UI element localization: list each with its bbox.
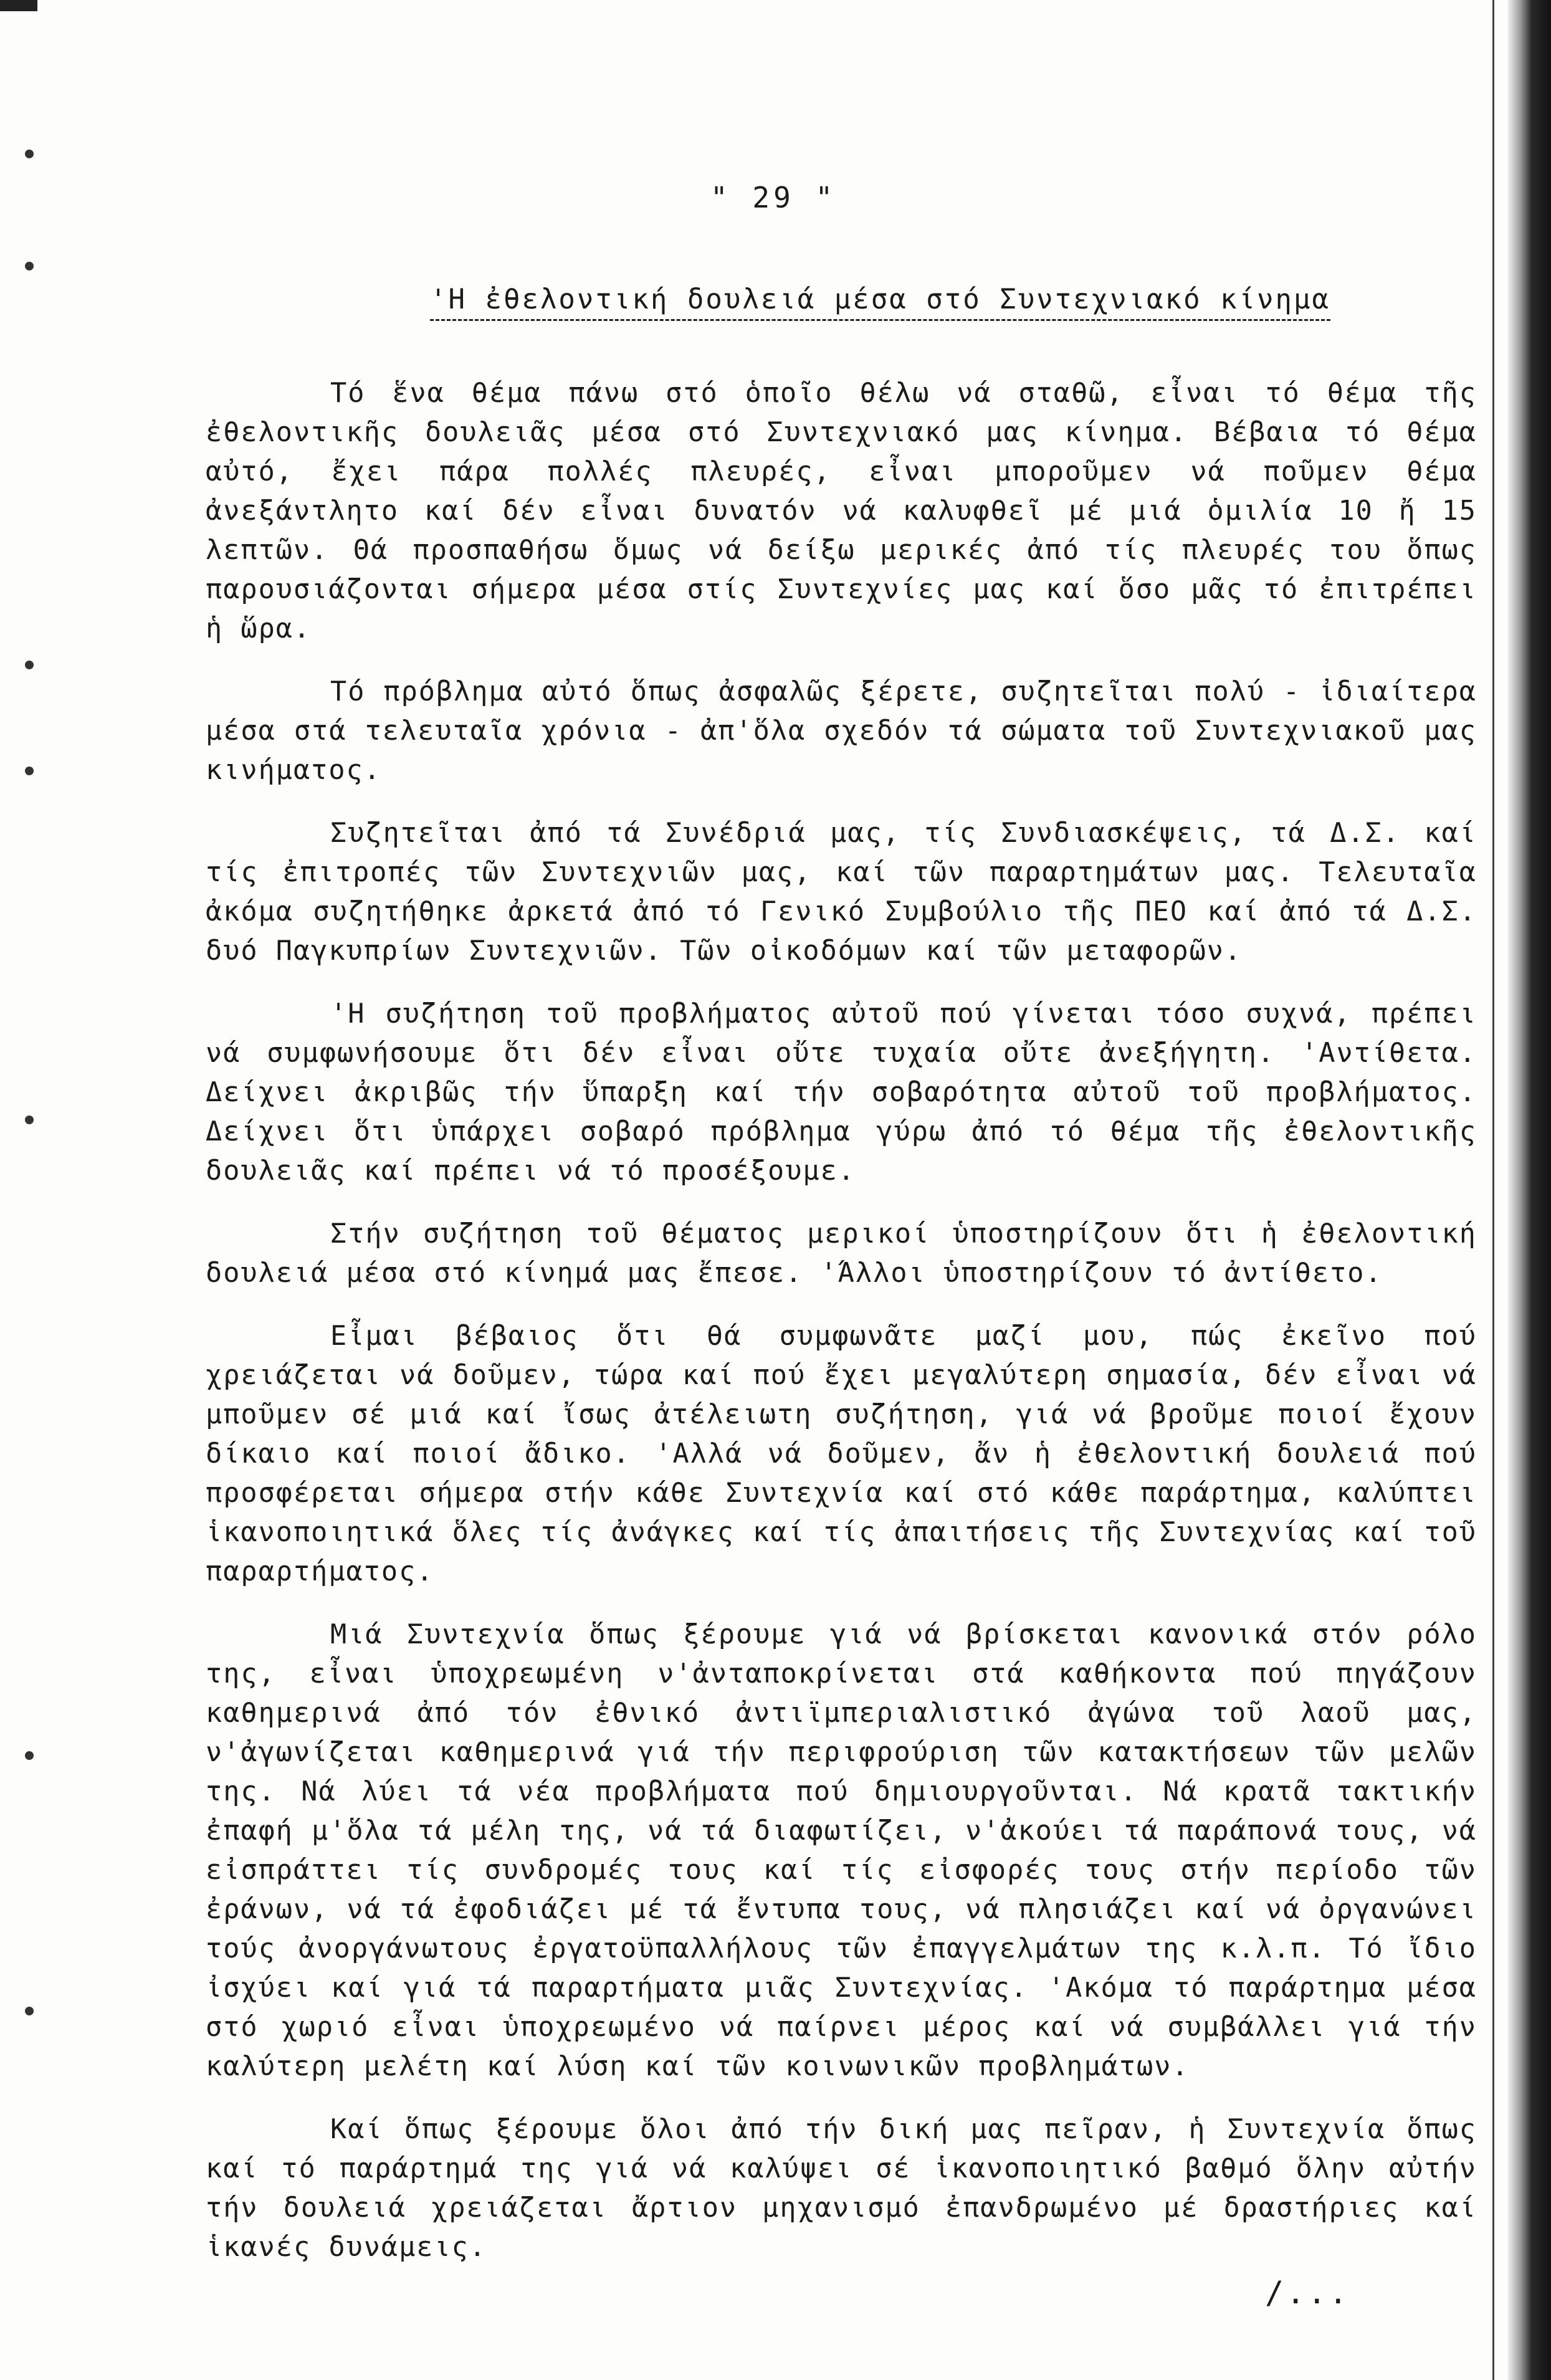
punch-hole-mark	[25, 150, 34, 158]
paragraph: Εἶμαι βέβαιος ὅτι θά συμφωνᾶτε μαζί μου, πώς ἐκεῖνο πού χρειάζεται νά δοῦμεν, τώρα καί πού ἔχει μεγαλύτερη σημασία, δέν εἶναι νά μποῦμεν σέ μιά καί ἴσως ἀτέλειωτη συζήτηση, γιά νά βροῦμε ποιοί ἔχουν δίκαιο καί ποιοί ἄδικο. 'Αλλά νά δοῦμεν, ἄν ἡ ἐθελοντική δουλειά πού προσφέρεται σήμερα στήν κάθε Συντεχνία καί στό κάθε παράρτημα, καλύπτει ἱκανοποιητικά ὅλες τίς ἀνάγκες καί τίς ἀπαιτήσεις τῆς Συντεχνίας καί τοῦ παραρτήματος.	[206, 1321, 1477, 1587]
paragraph: Στήν συζήτηση τοῦ θέματος μερικοί ὑποστηρίζουν ὅτι ἡ ἐθελοντική δουλειά μέσα στό κίνημά μας ἔπεσε. 'Άλλοι ὑποστηρίζουν τό ἀντίθετο.	[206, 1218, 1477, 1289]
paragraph: Μιά Συντεχνία ὅπως ξέρουμε γιά νά βρίσκεται κανονικά στόν ρόλο της, εἶναι ὑποχρεωμένη ν'ἀνταποκρίνεται στά καθήκοντα πού πηγάζουν καθημερινά ἀπό τόν ἐθνικό ἀντιϊμπεριαλιστικό ἀγώνα τοῦ λαοῦ μας, ν'ἀγωνίζεται καθημερινά γιά τήν περιφρούριση τῶν κατακτήσεων τῶν μελῶν της. Νά λύει τά νέα προβλήματα πού δημιουργοῦνται. Νά κρατᾶ τακτικήν ἐπαφή μ'ὅλα τά μέλη της, νά τά διαφωτίζει, ν'ἀκούει τά παράπονά τους, νά εἰσπράττει τίς συνδρομές τους καί τίς εἰσφορές τους στήν περίοδο τῶν ἐράνων, νά τά ἐφοδιάζει μέ τά ἔντυπα τους, νά πλησιάζει καί νά ὀργανώνει τούς ἀνοργάνωτους ἐργατοϋπαλλήλους τῶν ἐπαγγελμάτων της κ.λ.π. Τό ἴδιο ἰσχύει καί γιά τά παραρτήματα μιᾶς Συντεχνίας. 'Ακόμα τό παράρτημα μέσα στό χωριό εἶναι ὑποχρεωμένο νά παίρνει μέρος καί νά συμβάλλει γιά τήν καλύτερη μελέτη καί λύση καί τῶν κοινωνικῶν προβλημάτων.	[206, 1619, 1477, 2082]
paragraph: Συζητεῖται ἀπό τά Συνέδριά μας, τίς Συνδιασκέψεις, τά Δ.Σ. καί τίς ἐπιτροπές τῶν Συντεχνιῶν μας, καί τῶν παραρτημάτων μας. Τελευταῖα ἀκόμα συζητήθηκε ἀρκετά ἀπό τό Γενικό Συμβούλιο τῆς ΠΕΟ καί ἀπό τά Δ.Σ. δυό Παγκυπρίων Συντεχνιῶν. Τῶν οἰκοδόμων καί τῶν μεταφορῶν.	[206, 818, 1477, 967]
scan-edge-line	[1492, 0, 1494, 2380]
continuation-mark: /...	[1265, 2275, 1350, 2311]
punch-hole-mark	[25, 1116, 34, 1124]
punch-hole-mark	[25, 262, 34, 270]
paragraph: Τό πρόβλημα αὐτό ὅπως ἀσφαλῶς ξέρετε, συζητεῖται πολύ - ἰδιαίτερα μέσα στά τελευταῖα χρόνια - ἀπ'ὅλα σχεδόν τά σώματα τοῦ Συντεχνιακοῦ μας κινήματος.	[206, 676, 1477, 786]
page-number: " 29 "	[710, 181, 837, 214]
paragraph: 'Η συζήτηση τοῦ προβλήματος αὐτοῦ πού γίνεται τόσο συχνά, πρέπει νά συμφωνήσουμε ὅτι δέν εἶναι οὔτε τυχαία οὔτε ἀνεξήγητη. 'Αντίθετα. Δείχνει ἀκριβῶς τήν ὕπαρξη καί τήν σοβαρότητα αὐτοῦ τοῦ προβλήματος. Δείχνει ὅτι ὑπάρχει σοβαρό πρόβλημα γύρω ἀπό τό θέμα τῆς ἐθελοντικῆς δουλειᾶς καί πρέπει νά τό προσέξουμε.	[206, 998, 1477, 1187]
scan-edge-top	[0, 0, 37, 11]
paragraph: Τό ἕνα θέμα πάνω στό ὁποῖο θέλω νά σταθῶ, εἶναι τό θέμα τῆς ἐθελοντικῆς δουλειᾶς μέσα στό Συντεχνιακό μας κίνημα. Βέβαια τό θέμα αὐτό, ἔχει πάρα πολλές πλευρές, εἶναι μποροῦμεν νά ποῦμεν θέμα ἀνεξάντλητο καί δέν εἶναι δυνατόν νά καλυφθεῖ μέ μιά ὁμιλία 10 ἤ 15 λεπτῶν. Θά προσπαθήσω ὅμως νά δείξω μερικές ἀπό τίς πλευρές του ὅπως παρουσιάζονται σήμερα μέσα στίς Συντεχνίες μας καί ὅσο μᾶς τό ἐπιτρέπει ἡ ὥρα.	[206, 378, 1477, 644]
punch-hole-mark	[25, 1751, 34, 1760]
scan-edge-right	[1507, 0, 1551, 2380]
punch-hole-mark	[25, 2007, 34, 2015]
paragraph: Καί ὅπως ξέρουμε ὅλοι ἀπό τήν δική μας πεῖραν, ἡ Συντεχνία ὅπως καί τό παράρτημά της γιά νά καλύψει σέ ἱκανοποιητικό βαθμό ὅλην αὐτήν τήν δουλειά χρειάζεται ἄρτιον μηχανισμό ἐπανδρωμένο μέ δραστήριες καί ἱκανές δυνάμεις.	[206, 2114, 1477, 2263]
document-heading: 'Η ἐθελοντική δουλειά μέσα στό Συντεχνιακό κίνημα	[430, 284, 1330, 321]
punch-hole-mark	[25, 767, 34, 775]
document-body	[206, 374, 1477, 2291]
punch-hole-mark	[25, 661, 34, 669]
